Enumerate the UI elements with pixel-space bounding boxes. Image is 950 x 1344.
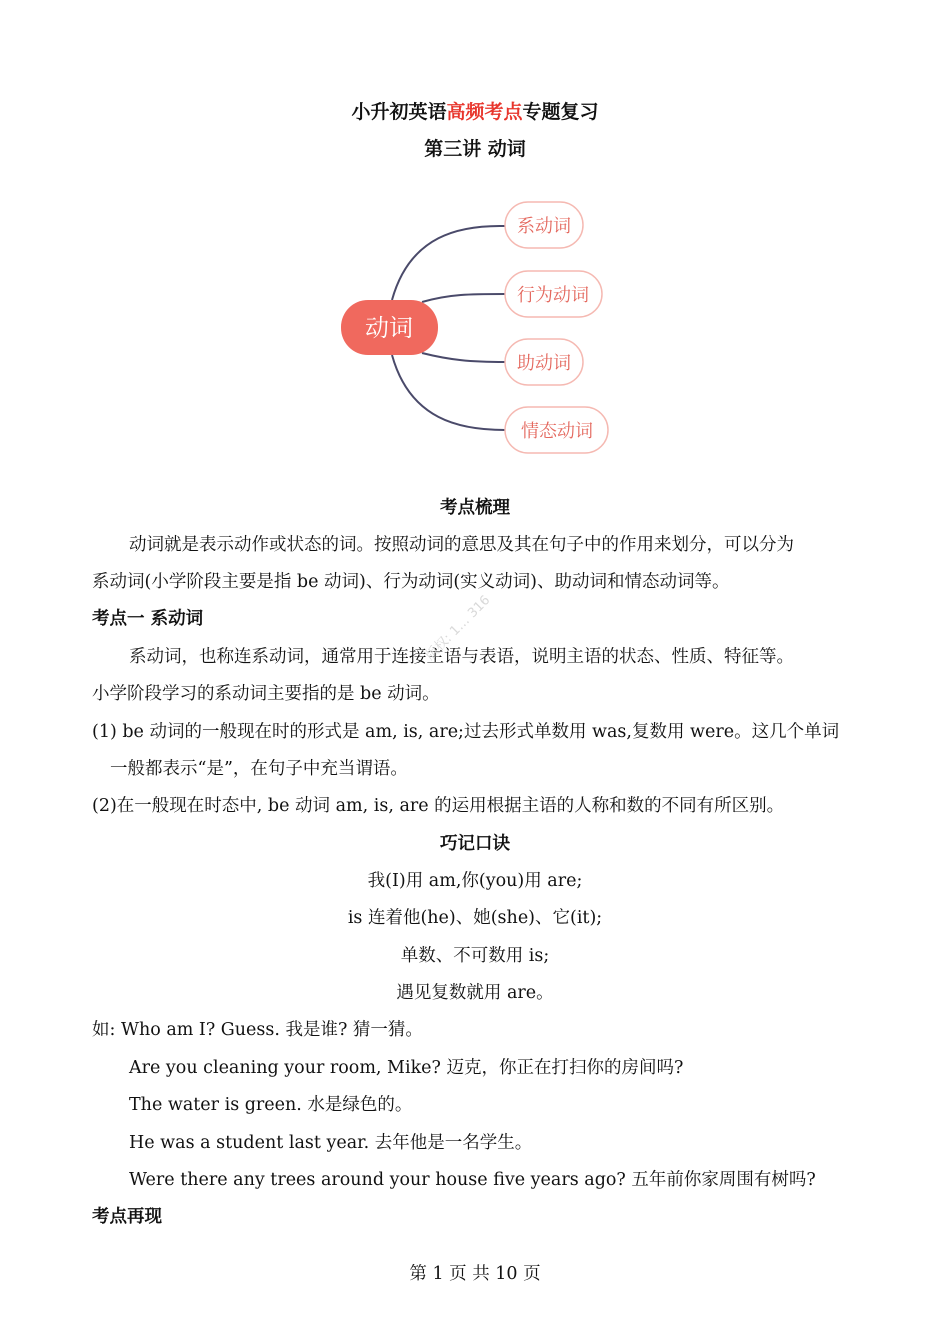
section-one-paragraph-line-1: 系动词，也称连系动词，通常用于连接主语与表语，说明主语的状态、性质、特征等。	[129, 647, 794, 667]
section-one-heading: 考点一 系动词	[92, 609, 204, 629]
page-number: 第 1 页 共 10 页	[409, 1264, 541, 1284]
item-one-line-2: 一般都表示“是”，在句子中充当谓语。	[110, 759, 408, 779]
overview-paragraph-line-1: 动词就是表示动作或状态的词。按照动词的意思及其在句子中的作用来划分，可以分为	[129, 535, 794, 555]
mnemonic-line-1: 我(I)用 am,你(you)用 are;	[367, 871, 583, 891]
item-two: (2)在一般现在时态中, be 动词 am, is, are 的运用根据主语的人称和数的不同有所区别。	[92, 796, 785, 816]
mindmap-branch-label-3: 助动词	[517, 353, 571, 374]
title-highlight: 高频考点	[446, 101, 523, 123]
section-one-paragraph-line-2: 小学阶段学习的系动词主要指的是 be 动词。	[92, 684, 440, 704]
page-title	[0, 97, 950, 124]
example-1: 如: Who am I? Guess. 我是谁? 猜一猜。	[92, 1020, 423, 1040]
mindmap-branch-label-4: 情态动词	[521, 421, 593, 442]
connector-1	[392, 226, 505, 300]
item-one-line-1: (1) be 动词的一般现在时的形式是 am, is, are;过去形式单数用 was,复数用 were。这几个单词	[92, 722, 840, 742]
mnemonic-line-4: 遇见复数就用 are。	[396, 983, 554, 1003]
mnemonic-line-3: 单数、不可数用 is;	[400, 946, 550, 966]
mindmap-branch-label-1: 系动词	[517, 216, 571, 237]
overview-heading: 考点梳理	[440, 498, 510, 518]
example-3: The water is green. 水是绿色的。	[129, 1095, 413, 1115]
mnemonic-line-2: is 连着他(he)、她(she)、它(it);	[347, 908, 603, 928]
example-2: Are you cleaning your room, Mike? 迈克，你正在打扫你的房间吗?	[129, 1058, 684, 1078]
title-prefix: 小升初英语	[351, 101, 447, 123]
watermark: 版权: 1… 316	[422, 592, 494, 664]
title-suffix: 专题复习	[522, 101, 599, 123]
connector-4	[392, 355, 505, 430]
mindmap-root-label: 动词	[365, 314, 413, 342]
connector-2	[422, 294, 505, 302]
mindmap-branch-label-2: 行为动词	[517, 285, 589, 306]
review-heading: 考点再现	[92, 1207, 162, 1227]
lesson-subtitle: 第三讲 动词	[424, 138, 526, 160]
example-5: Were there any trees around your house five years ago? 五年前你家周围有树吗?	[129, 1170, 816, 1190]
verb-mind-map	[330, 190, 630, 470]
example-4: He was a student last year. 去年他是一名学生。	[129, 1133, 533, 1153]
connector-3	[422, 353, 505, 362]
overview-paragraph-line-2: 系动词(小学阶段主要是指 be 动词)、行为动词(实义动词)、助动词和情态动词等。	[92, 572, 730, 592]
mnemonic-heading: 巧记口诀	[440, 834, 510, 854]
